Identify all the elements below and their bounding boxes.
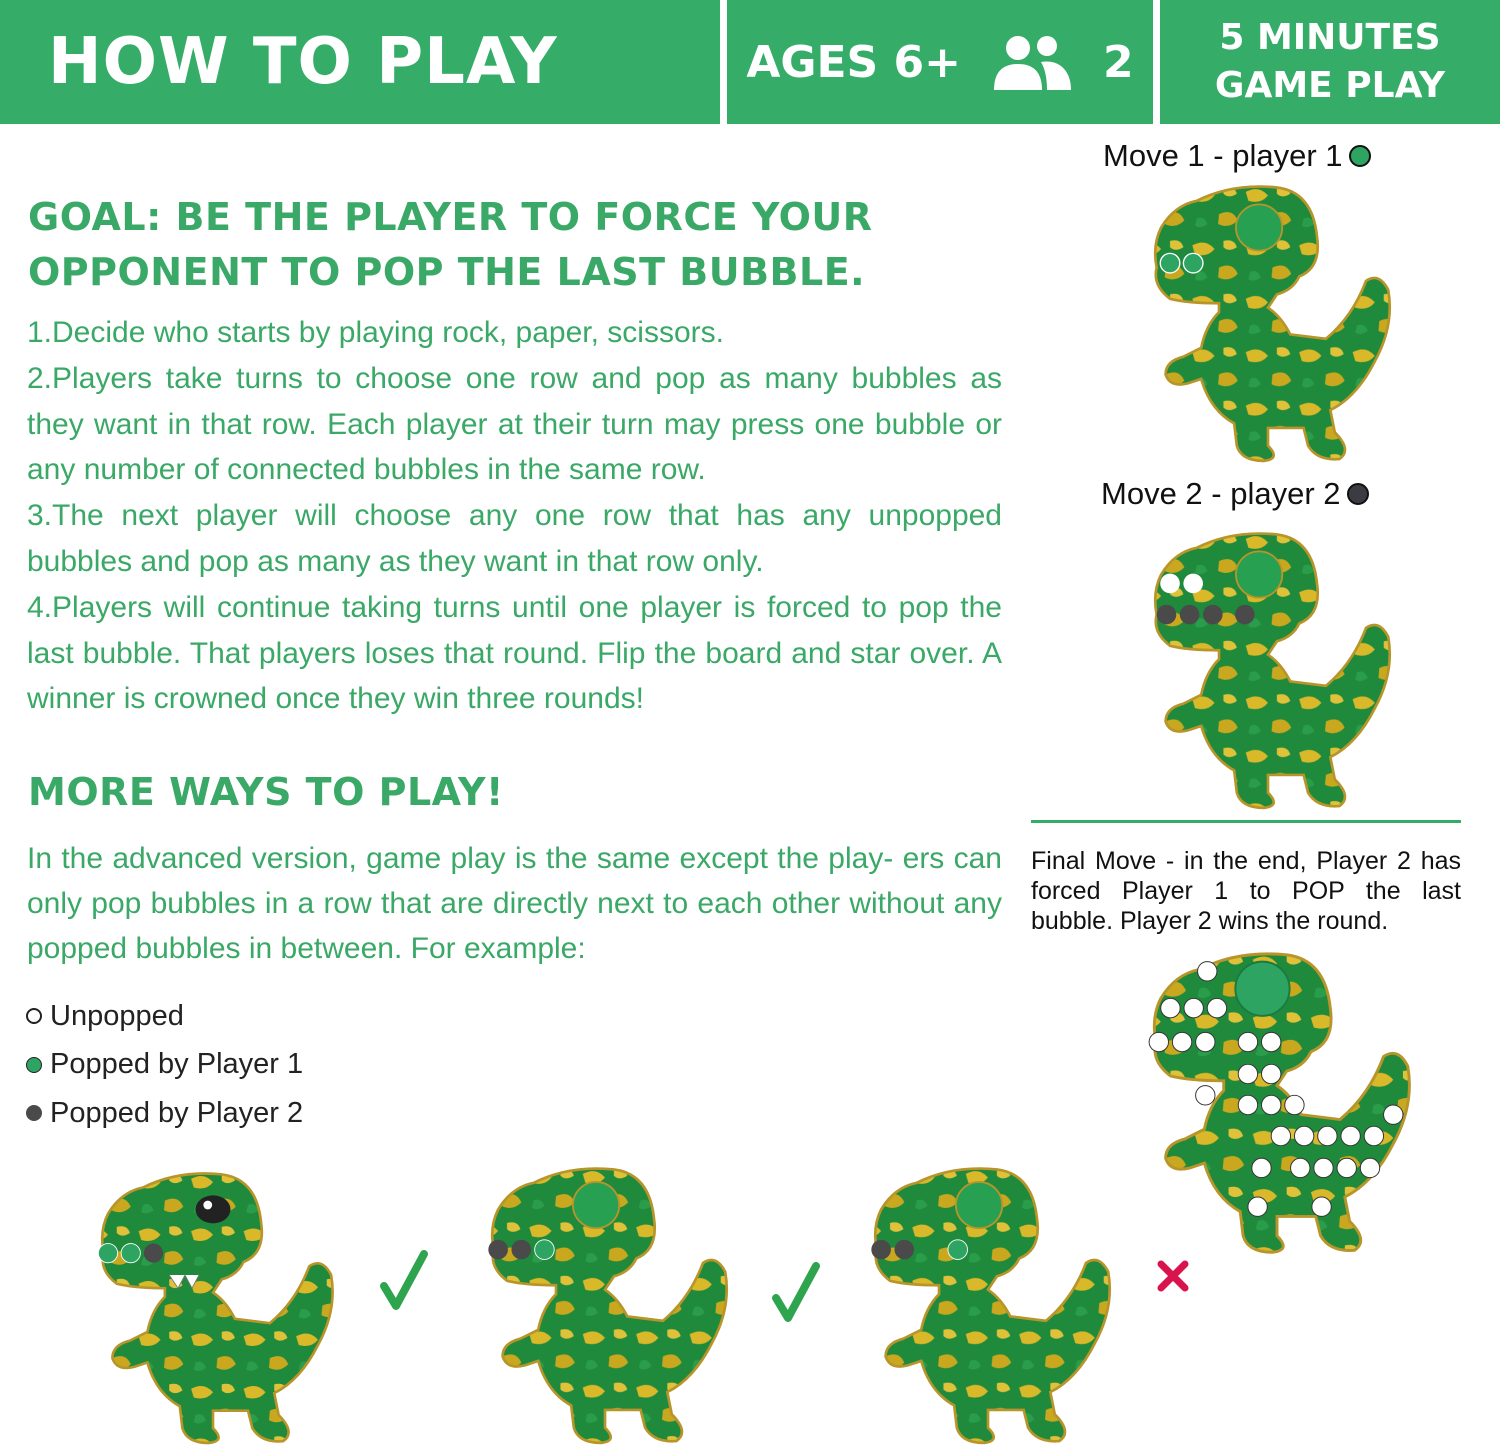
cross-icon bbox=[1157, 1260, 1189, 1292]
dino-board-example-1 bbox=[58, 1170, 368, 1450]
unpopped-dot-icon bbox=[26, 1008, 42, 1024]
players-icon bbox=[991, 32, 1073, 92]
player1-dot-icon bbox=[1349, 145, 1371, 167]
legend-label: Popped by Player 1 bbox=[50, 1048, 304, 1081]
more-ways-heading: MORE WAYS TO PLAY! bbox=[28, 770, 504, 814]
dino-board-example-2 bbox=[455, 1165, 755, 1450]
move-1-label bbox=[1103, 138, 1371, 174]
goal-line-2: OPPONENT TO POP THE LAST BUBBLE. bbox=[28, 250, 866, 294]
header-title-band bbox=[0, 0, 720, 124]
ages-label: AGES 6+ bbox=[746, 36, 962, 88]
dino-board-example-3 bbox=[838, 1165, 1138, 1450]
check-icon bbox=[380, 1250, 428, 1314]
rule-item: 2.Players take turns to choose one row and pop as many bubbles as they want in that row. Each player at their turn may press one bubble or any number of connected bubbles in the same row. bbox=[27, 361, 1002, 487]
legend-item-player1 bbox=[26, 1041, 303, 1090]
move-2-text: Move 2 - player 2 bbox=[1101, 476, 1341, 511]
header-time-band bbox=[1160, 0, 1500, 124]
time-line-2: GAME PLAY bbox=[1214, 65, 1446, 106]
final-move-text: Final Move - in the end, Player 2 has forced Player 1 to POP the last bubble. Player 2 wins the round. bbox=[1031, 847, 1461, 935]
advanced-description: In the advanced version, game play is the same except the play- ers can only pop bubbles in a row that are directly next to each other without any popped bubbles in between. For example: bbox=[27, 842, 1002, 965]
player2-dot-icon bbox=[26, 1105, 42, 1121]
legend-item-player2 bbox=[26, 1089, 303, 1138]
goal-heading bbox=[28, 190, 873, 300]
divider bbox=[1031, 820, 1461, 823]
legend-label: Unpopped bbox=[50, 999, 184, 1032]
legend-item-unpopped bbox=[26, 992, 303, 1041]
goal-line-1: GOAL: BE THE PLAYER TO FORCE YOUR bbox=[28, 195, 873, 239]
legend-label: Popped by Player 2 bbox=[50, 1096, 304, 1129]
rule-item: 4.Players will continue taking turns until one player is forced to pop the last bubble. That players loses that round. Flip the board and star over. A winner is crowned once they win three rounds! bbox=[27, 590, 1002, 716]
page-title: HOW TO PLAY bbox=[48, 25, 558, 99]
check-icon bbox=[772, 1262, 820, 1326]
dino-board-move-1 bbox=[1118, 183, 1418, 468]
dino-board-move-2 bbox=[1118, 530, 1418, 815]
players-count: 2 bbox=[1103, 36, 1134, 88]
header-ages-band bbox=[727, 0, 1153, 124]
move-2-label bbox=[1101, 476, 1369, 512]
time-line-1: 5 MINUTES bbox=[1219, 17, 1441, 58]
player2-dot-icon bbox=[1347, 483, 1369, 505]
rule-item: 3.The next player will choose any one row that has any unpopped bubbles and pop as many as they want in that row only. bbox=[27, 499, 1002, 578]
rules-list bbox=[27, 310, 1002, 722]
legend bbox=[26, 992, 303, 1138]
player1-dot-icon bbox=[26, 1057, 42, 1073]
rule-item: 1.Decide who starts by playing rock, paper, scissors. bbox=[27, 316, 724, 349]
move-1-text: Move 1 - player 1 bbox=[1103, 138, 1343, 173]
dino-board-final bbox=[1112, 950, 1442, 1260]
